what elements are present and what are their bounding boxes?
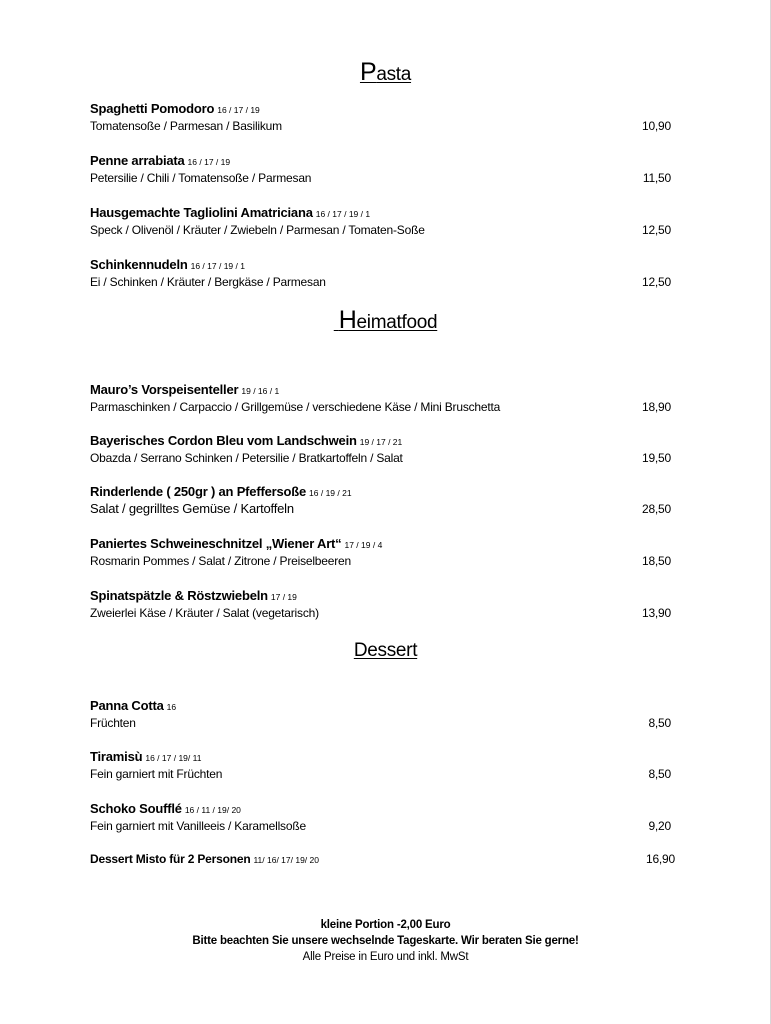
item-description: Salat / gegrilltes Gemüse / Kartoffeln [90,501,294,516]
allergen-codes: 19 / 17 / 21 [359,437,403,447]
item-price: 8,50 [648,767,671,781]
section-title-dessert: Dessert [353,640,418,661]
item-name: Hausgemachte Tagliolini Amatriciana [90,205,313,220]
item-name: Schoko Soufflé [90,801,182,816]
item-price: 16,90 [645,852,675,866]
menu-item [90,433,680,466]
menu-item [90,536,680,569]
item-description: Zweierlei Käse / Kräuter / Salat (vegetarisch) [90,606,319,620]
menu-item [90,205,680,238]
item-name: Tiramisù [90,749,143,764]
item-description: Obazda / Serrano Schinken / Petersilie / Bratkartoffeln / Salat [90,451,403,465]
item-name: Spaghetti Pomodoro [90,101,215,116]
allergen-codes: 17 / 19 [270,592,297,602]
menu-item [90,153,680,186]
item-name: Mauro’s Vorspeisenteller [90,382,239,397]
allergen-codes: 16 / 17 / 19/ 11 [145,753,202,763]
daily-menu-note: Bitte beachten Sie unsere wechselnde Tageskarte. Wir beraten Sie gerne! [192,935,579,947]
item-name: Penne arrabiata [90,153,185,168]
item-price: 12,50 [641,275,671,289]
menu-item [90,588,680,621]
item-price: 10,90 [641,119,671,133]
allergen-codes: 11/ 16/ 17/ 19/ 20 [253,855,319,865]
item-name: Paniertes Schweineschnitzel „Wiener Art“ [90,536,342,551]
menu-item [90,382,680,415]
item-name: Rinderlende ( 250gr ) an Pfeffersoße [90,484,307,499]
item-description: Petersilie / Chili / Tomatensoße / Parmesan [90,171,312,185]
item-name: Panna Cotta [90,698,164,713]
allergen-codes: 16 / 11 / 19/ 20 [184,805,241,815]
item-name: Bayerisches Cordon Bleu vom Landschwein [90,433,357,448]
item-description: Rosmarin Pommes / Salat / Zitrone / Preiselbeeren [90,554,351,568]
item-name: Schinkennudeln [90,257,188,272]
allergen-codes: 16 / 17 / 19 [217,105,260,115]
item-price: 28,50 [641,502,671,516]
item-price: 11,50 [642,171,671,185]
item-description: Tomatensoße / Parmesan / Basilikum [90,119,282,133]
price-note: Alle Preise in Euro und inkl. MwSt [302,951,469,963]
allergen-codes: 16 / 19 / 21 [309,488,352,498]
item-description: Speck / Olivenöl / Kräuter / Zwiebeln / Parmesan / Tomaten-Soße [90,223,425,237]
menu-item [90,749,680,782]
allergen-codes: 19 / 16 / 1 [241,386,280,396]
item-name: Dessert Misto für 2 Personen [90,852,251,866]
allergen-codes: 16 / 17 / 19 / 1 [315,209,371,219]
item-price: 8,50 [648,716,671,730]
menu-footer [0,917,771,965]
item-price: 13,90 [641,606,671,620]
item-price: 19,50 [641,451,671,465]
allergen-codes: 16 / 17 / 19 [187,157,231,167]
item-description: Parmaschinken / Carpaccio / Grillgemüse / verschiedene Käse / Mini Bruschetta [90,400,501,414]
item-description: Ei / Schinken / Kräuter / Bergkäse / Parmesan [90,275,326,289]
menu-item [90,851,680,868]
item-description: Fein garniert mit Früchten [90,767,223,781]
allergen-codes: 17 / 19 / 4 [344,540,383,550]
allergen-codes: 16 / 17 / 19 / 1 [190,261,245,271]
section-title-heimatfood: Heimatfood [338,306,438,334]
item-name: Spinatspätzle & Röstzwiebeln [90,588,268,603]
menu-item [90,257,680,290]
item-price: 18,90 [641,400,671,414]
item-price: 9,20 [648,819,671,833]
menu-item [90,698,680,731]
item-description: Fein garniert mit Vanilleeis / Karamellsoße [90,819,306,833]
allergen-codes: 16 [166,702,177,712]
item-description: Früchten [90,716,136,730]
menu-item [90,801,680,834]
item-price: 18,50 [641,554,671,568]
item-price: 12,50 [641,223,671,237]
section-title-pasta: Pasta [359,58,412,86]
menu-item [90,101,680,134]
portion-note: kleine Portion -2,00 Euro [320,919,451,931]
menu-item [90,484,680,517]
